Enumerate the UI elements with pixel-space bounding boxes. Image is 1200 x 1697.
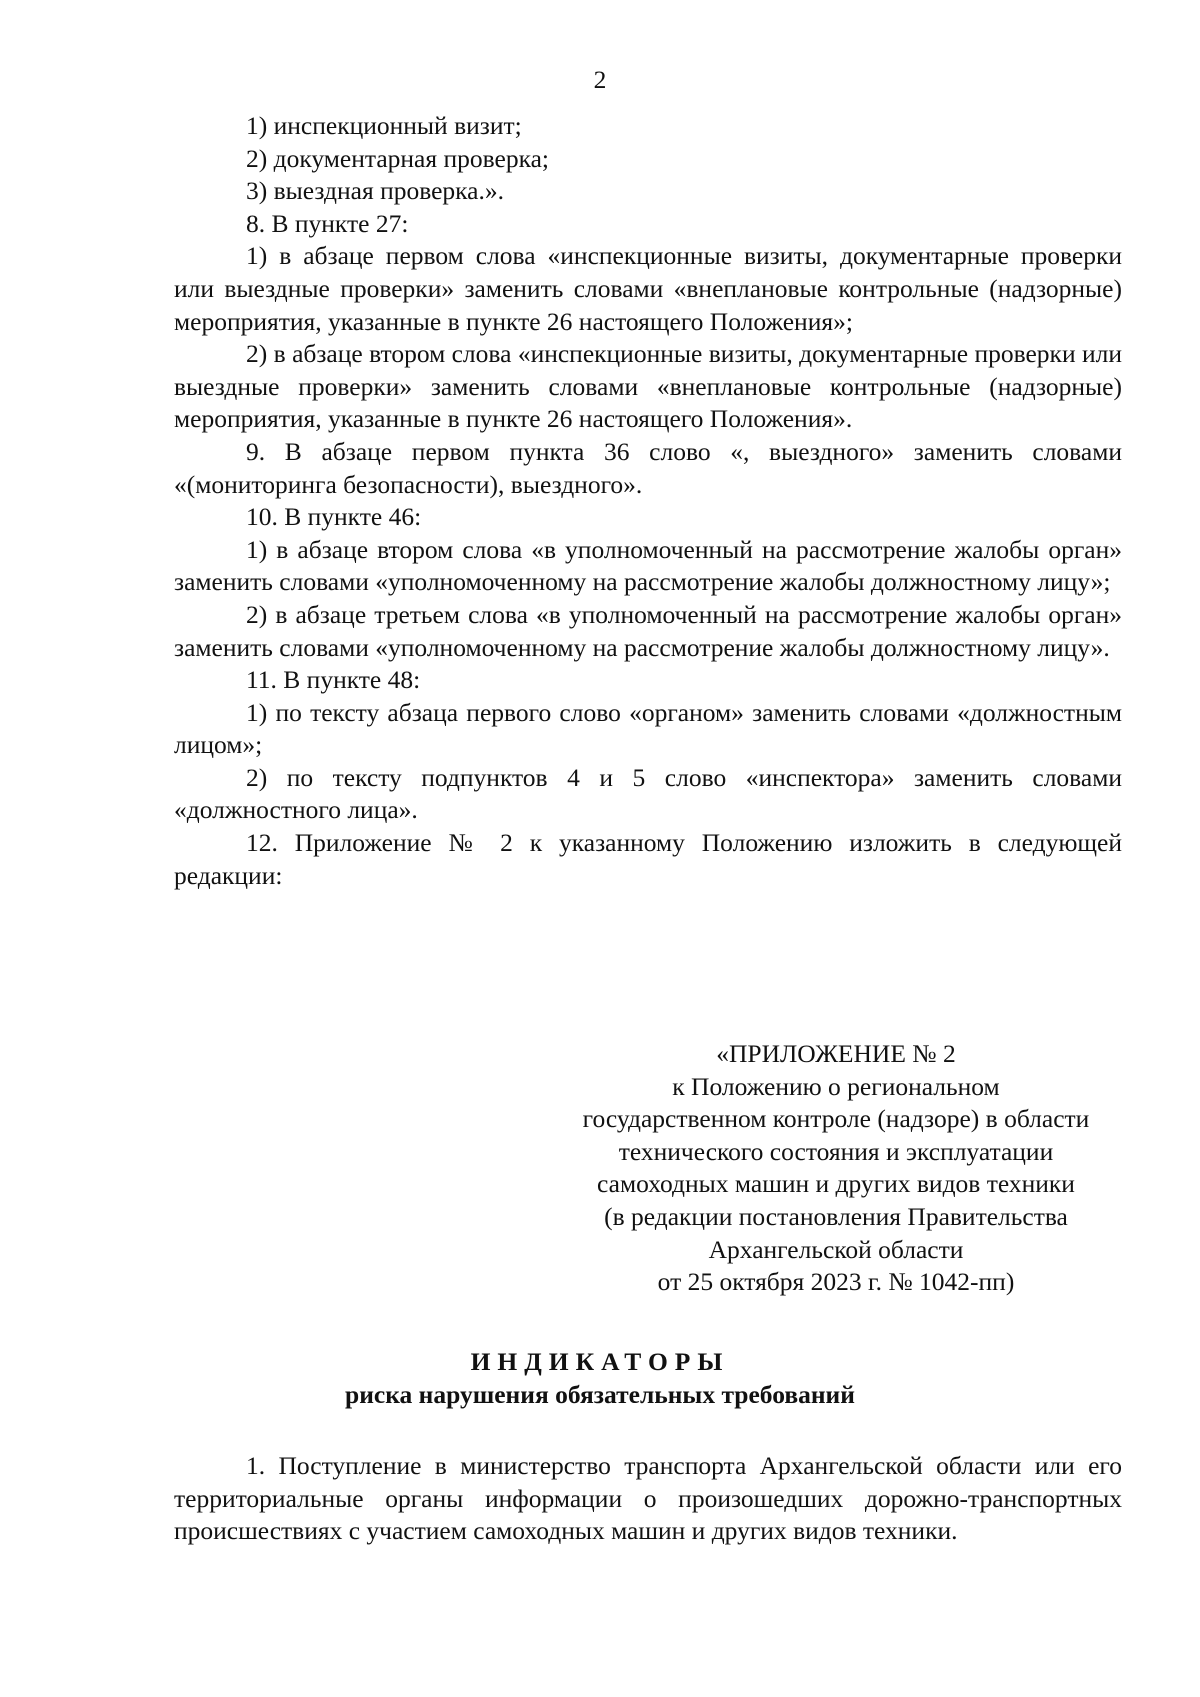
heading-title: ИНДИКАТОРЫ [470, 1347, 730, 1376]
paragraph: 2) в абзаце третьем слова «в уполномоченный на рассмотрение жалобы орган» заменить словами «уполномоченному на рассмотрение жалобы должностному лицу». [174, 599, 1122, 662]
paragraph: 11. В пункте 48: [246, 665, 421, 695]
paragraph: 10. В пункте 46: [246, 502, 422, 532]
paragraph: 1) инспекционный визит; [246, 111, 522, 140]
paragraph: 1) по тексту абзаца первого слово «органом» заменить словами «должностным лицом»; [174, 697, 1122, 760]
annex-header [540, 1038, 1132, 1299]
annex-header-line: Архангельской области [708, 1234, 964, 1264]
paragraph: 1) в абзаце первом слова «инспекционные визиты, документарные проверки или выездные проверки» заменить словами «внеплановые контрольные (надзорные) мероприятия, указанные в пункте 26 настоящего Положения»; [174, 241, 1122, 336]
amendment-text [174, 110, 1122, 892]
heading-subtitle: риска нарушения обязательных требований [345, 1379, 855, 1409]
annex-header-line: государственном контроле (надзоре) в области [582, 1104, 1090, 1134]
annex-header-line: «ПРИЛОЖЕНИЕ № 2 [716, 1039, 956, 1068]
paragraph: 1) в абзаце втором слова «в уполномоченный на рассмотрение жалобы орган» заменить словами «уполномоченному на рассмотрение жалобы должностному лицу»; [174, 534, 1122, 597]
paragraph: 3) выездная проверка.». [246, 176, 505, 206]
annex-header-line: от 25 октября 2023 г. № 1042-пп) [657, 1267, 1015, 1297]
annex-header-line: к Положению о региональном [672, 1071, 1000, 1101]
annex-header-line: технического состояния и эксплуатации [618, 1136, 1054, 1166]
paragraph: 8. В пункте 27: [246, 208, 409, 238]
indicator-item: 1. Поступление в министерство транспорта Архангельской области или его территориальные органы информации о произошедших дорожно-транспортных происшествиях с участием самоходных машин и других видов техники. [174, 1451, 1122, 1546]
paragraph: 12. Приложение № 2 к указанному Положению изложить в следующей редакции: [174, 828, 1122, 890]
page-number: 2 [593, 65, 607, 94]
paragraph: 2) по тексту подпунктов 4 и 5 слово «инспектора» заменить словами «должностного лица». [174, 762, 1122, 825]
indicators-list [174, 1450, 1122, 1548]
indicators-heading [0, 1346, 1200, 1411]
paragraph: 2) документарная проверка; [246, 143, 549, 173]
paragraph: 2) в абзаце втором слова «инспекционные визиты, документарные проверки или выездные проверки» заменить словами «внеплановые контрольные (надзорные) мероприятия, указанные в пункте 26 настоящего Положения». [174, 339, 1122, 434]
annex-header-line: (в редакции постановления Правительства [604, 1201, 1068, 1231]
paragraph: 9. В абзаце первом пункта 36 слово «, выездного» заменить словами «(мониторинга безопасности), выездного». [174, 436, 1122, 499]
annex-header-line: самоходных машин и других видов техники [597, 1169, 1075, 1199]
